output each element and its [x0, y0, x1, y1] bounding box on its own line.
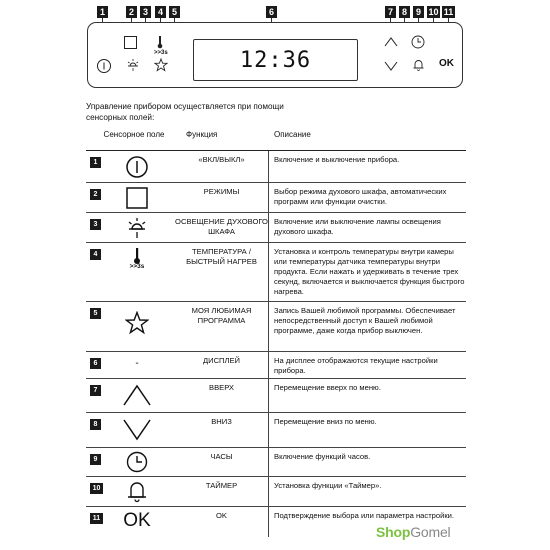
table-header — [86, 127, 466, 151]
chevron-up-icon — [121, 383, 153, 407]
row-function: ДИСПЛЕЙ — [202, 356, 241, 365]
row-number: 11 — [90, 513, 103, 524]
panel-number-11: 11 — [443, 7, 454, 17]
row-number: 3 — [90, 219, 101, 230]
row-function: МОЯ ЛЮБИМАЯ ПРОГРАММА — [191, 306, 252, 325]
thermometer-icon — [121, 247, 153, 270]
row-function: ВНИЗ — [211, 417, 232, 426]
row-description: Включение или выключение лампы освещения духового шкафа. — [268, 213, 466, 242]
power-icon[interactable] — [96, 58, 112, 74]
row-description: Установка функции «Таймер». — [268, 477, 466, 506]
row-function: ТАЙМЕР — [205, 481, 238, 490]
watermark-gomel: Gomel — [410, 524, 451, 540]
table-row — [86, 213, 466, 243]
row-number: 7 — [90, 385, 101, 396]
lamp-icon[interactable] — [126, 58, 140, 72]
bell-icon — [121, 480, 153, 504]
row-number: 8 — [90, 419, 101, 430]
row-number: 5 — [90, 308, 101, 319]
ok-icon: OK — [123, 510, 151, 531]
table-row — [86, 183, 466, 213]
power-icon — [121, 155, 153, 179]
panel-number-8: 8 — [399, 6, 410, 18]
row-description: На дисплее отображаются текущие настройки прибора. — [268, 352, 466, 378]
row-description: Запись Вашей любимой программы. Обеспечивает непосредственный доступ к Вашей любимой программе, даже когда прибор выключен. — [268, 302, 466, 351]
table-row — [86, 413, 466, 448]
display-screen — [193, 39, 358, 81]
chevron-up-icon[interactable] — [384, 36, 398, 48]
row-description: Перемещение вниз по меню. — [268, 413, 466, 447]
panel-number-3: 3 — [140, 6, 151, 18]
row-number: 1 — [90, 157, 101, 168]
row-description: Включение и выключение прибора. — [268, 151, 466, 182]
dash-icon: - — [135, 358, 139, 369]
panel-number-7: 7 — [385, 6, 396, 18]
row-function: ОСВЕЩЕНИЕ ДУХОВОГО ШКАФА — [175, 217, 268, 236]
clock-icon[interactable] — [411, 35, 425, 49]
display-time: 12:36 — [239, 48, 312, 73]
header-description: Описание — [274, 130, 311, 139]
row-function: РЕЖИМЫ — [203, 187, 240, 196]
bell-icon[interactable] — [412, 58, 425, 72]
row-description: Выбор режима духового шкафа, автоматических программ или функции очистки. — [268, 183, 466, 212]
header-function: Функция — [186, 130, 218, 139]
row-function: «ВКЛ/ВЫКЛ» — [198, 155, 245, 164]
row-description: Перемещение вверх по меню. — [268, 379, 466, 412]
table-row — [86, 151, 466, 183]
ok-icon[interactable]: OK — [439, 58, 454, 69]
row-function: ЧАСЫ — [210, 452, 233, 461]
row-number: 4 — [90, 249, 101, 260]
row-number: 6 — [90, 358, 101, 369]
header-field: Сенсорное поле — [103, 130, 165, 139]
intro-text: Управление прибором осуществляется при помощи сенсорных полей: — [86, 102, 284, 122]
row-number: 2 — [90, 189, 101, 200]
rapid-heat-label: >>3s — [154, 50, 168, 56]
controls-table — [86, 127, 466, 537]
panel-number-5: 5 — [169, 6, 180, 18]
row-number: 10 — [90, 483, 103, 494]
star-icon[interactable] — [154, 58, 168, 72]
table-row — [86, 379, 466, 413]
square-icon — [121, 187, 153, 209]
panel-number-9: 9 — [413, 6, 424, 18]
chevron-down-icon — [121, 418, 153, 442]
table-row — [86, 352, 466, 379]
table-row — [86, 448, 466, 477]
row-function: ТЕМПЕРАТУРА / БЫСТРЫЙ НАГРЕВ — [186, 247, 257, 266]
square-icon[interactable] — [124, 36, 137, 49]
panel-number-2: 2 — [126, 6, 137, 18]
row-number: 9 — [90, 454, 101, 465]
table-row — [86, 243, 466, 302]
panel-number-4: 4 — [155, 6, 166, 18]
panel-number-10: 10 — [428, 7, 439, 17]
clock-icon — [121, 451, 153, 473]
table-row — [86, 477, 466, 507]
thermometer-icon[interactable] — [155, 35, 165, 49]
panel-number-1: 1 — [97, 6, 108, 18]
row-description: Подтверждение выбора или параметра настройки. — [268, 507, 466, 537]
row-description: Включение функций часов. — [268, 448, 466, 476]
panel-number-6: 6 — [266, 6, 277, 18]
row-description: Установка и контроль температуры внутри камеры или температуры датчика температуры внутри продукта. Если нажать и удерживать в течение трех секунд, включается и выключается функция быстрого нагрева. — [268, 243, 466, 301]
watermark-logo — [376, 524, 450, 540]
chevron-down-icon[interactable] — [384, 60, 398, 72]
watermark-shop: Shop — [376, 524, 411, 540]
star-icon — [121, 311, 153, 335]
table-row — [86, 302, 466, 352]
lamp-icon — [121, 216, 153, 240]
rapid-heat-label: >>3s — [129, 263, 145, 270]
row-function: ВВЕРХ — [209, 383, 234, 392]
row-function: OK — [216, 511, 227, 520]
